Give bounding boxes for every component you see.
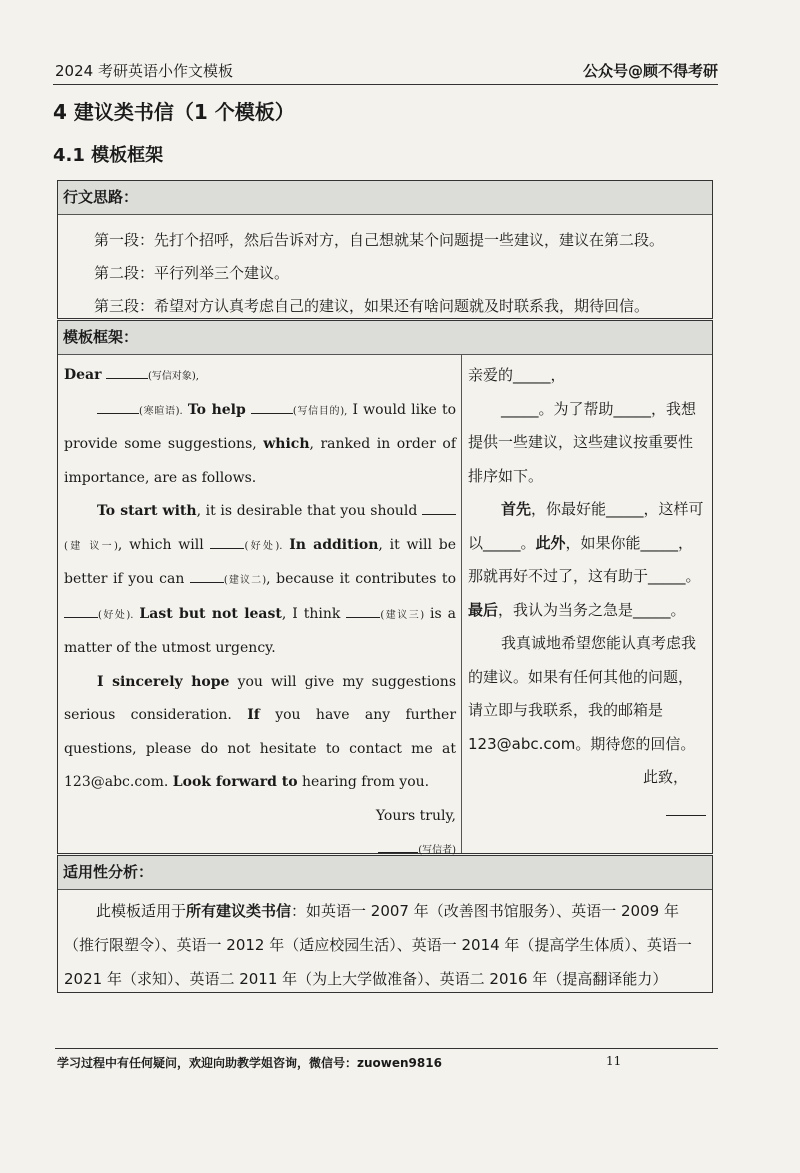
applicability-heading: 适用性分析： xyxy=(58,856,712,890)
idea-line-2: 第二段：平行列举三个建议。 xyxy=(94,264,290,282)
en-signature: (写信者) xyxy=(64,833,456,868)
en-closing: Yours truly, xyxy=(375,807,456,824)
english-template xyxy=(64,359,456,868)
header-rule xyxy=(53,84,718,85)
footer-rule xyxy=(55,1048,718,1049)
zh-paragraph-1: _____。为了帮助_____，我想提供一些建议，这些建议按重要性排序如下。 xyxy=(468,399,697,485)
zh-closing: 此致， xyxy=(642,768,688,786)
template-box xyxy=(57,320,713,854)
idea-heading: 行文思路： xyxy=(58,181,712,215)
zh-paragraph-3: 我真诚地希望您能认真考虑我的建议。如果有任何其他的问题，请立即与我联系，我的邮箱是123@abc.com。期待您的回信。 xyxy=(468,634,697,753)
column-divider xyxy=(461,355,462,853)
template-heading: 模板框架： xyxy=(58,321,712,355)
idea-box xyxy=(57,180,713,319)
zh-signature xyxy=(468,795,706,829)
header-title: 2024 考研英语小作文模板 xyxy=(55,62,233,80)
applicability-text: 此模板适用于所有建议类书信：如英语一 2007 年（改善图书馆服务）、英语一 2009 年（推行限塑令）、英语一 2012 年（适应校园生活）、英语一 2014 年（提高学生体质）、英语一 2021 年（求知）、英语二 2011 年（为上大学做准备）、英语二 2016 年（提高翻译能力） xyxy=(64,902,692,988)
chinese-template xyxy=(468,359,706,828)
header-account: 公众号@顾不得考研 xyxy=(582,62,718,80)
section-title: 4 建议类书信（1 个模板） xyxy=(53,100,295,124)
subsection-title: 4.1 模板框架 xyxy=(53,145,164,166)
zh-salutation: 亲爱的_____， xyxy=(468,366,566,384)
zh-paragraph-2: 首先，你最好能_____，这样可以_____。此外，如果你能_____，那就再好不过了，这有助于_____。最后，我认为当务之急是_____。 xyxy=(468,500,704,619)
idea-line-1: 第一段：先打个招呼，然后告诉对方，自己想就某个问题提一些建议，建议在第二段。 xyxy=(94,231,665,249)
en-salutation: Dear (写信对象), xyxy=(64,367,199,383)
footer-contact: 学习过程中有任何疑问，欢迎向助教学姐咨询，微信号：zuowen9816 xyxy=(57,1056,442,1070)
en-paragraph-2: To start with, it is desirable that you should (建 议一), which will (好处). In addition, it will be better if you can (建议二), because it contributes to (好处). Last but not least, I think (建议三) is a matter of the utmost urgency. xyxy=(64,503,456,656)
en-paragraph-1: (寒暄语). To help (写信目的), I would like to provide some suggestions, which, ranked in order of importance, are as follows. xyxy=(64,401,457,486)
en-paragraph-3: I sincerely hope you will give my suggestions serious consideration. If you have any further questions, please do not hesitate to contact me at 123@abc.com. Look forward to hearing from you. xyxy=(64,673,457,790)
applicability-box xyxy=(57,855,713,993)
page-number: 11 xyxy=(606,1054,622,1068)
idea-line-3: 第三段：希望对方认真考虑自己的建议，如果还有啥问题就及时联系我，期待回信。 xyxy=(94,297,650,315)
